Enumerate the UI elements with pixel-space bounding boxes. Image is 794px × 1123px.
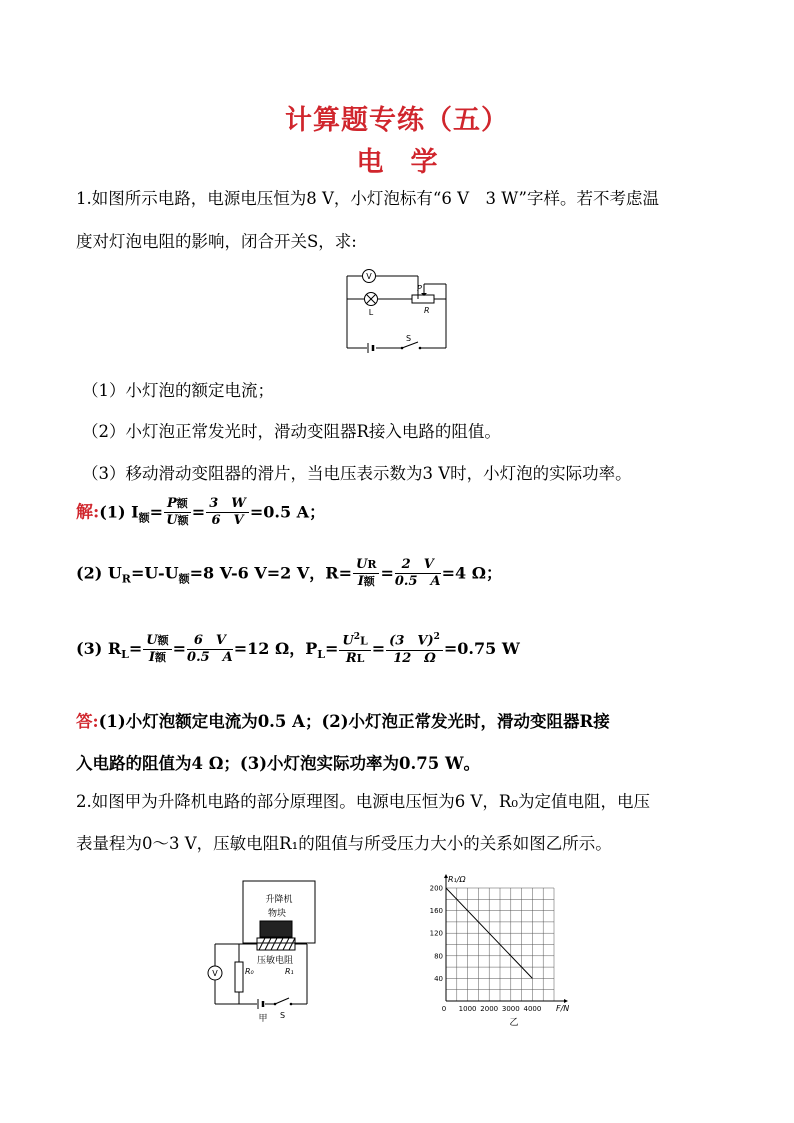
x-tick-label: 2000	[480, 1005, 499, 1013]
s3-fraction-3: $\frac{U^2L}{RL}$	[339, 633, 370, 666]
s3-fraction-2: $\frac{6 V}{0.5 A}$	[187, 632, 233, 665]
circuit1-r-label: R	[424, 306, 430, 315]
s2-prefix: (2) U	[76, 563, 122, 583]
s2-result: =4 Ω；	[441, 563, 502, 583]
s1-fraction-2: $\frac{3 W}{6 V}$	[206, 497, 249, 529]
s1-fraction-1: $\frac{\text{P额}}{\text{U额}}$	[164, 497, 191, 529]
answer-line-2: 入电路的阻值为4 Ω；(3)小灯泡实际功率为0.75 W。	[76, 754, 480, 773]
y-tick-label: 80	[434, 952, 443, 961]
circuit1-v-label: V	[366, 272, 372, 281]
q1-sub1: （1）小灯泡的额定电流；	[82, 381, 274, 400]
solution-line-1: 解:(1) $I_额=$ $\frac{\text{P额}}{\text{U额}}$ = $\frac{3 W}{6 V}$ =0.5 A；	[76, 496, 326, 529]
circuit2-v-label: V	[212, 969, 218, 978]
x-axis-arrow	[564, 999, 568, 1003]
s2-fraction-1: $\frac{UR}{\text{I额}}$	[353, 558, 380, 590]
s2-mid: =U-U	[130, 563, 179, 583]
chart-axes	[444, 874, 568, 1003]
r0-label: R₀	[245, 967, 254, 976]
elevator-label: 升降机	[265, 895, 293, 905]
s3-result: =0.75 W	[443, 638, 520, 658]
circuit2-s-label: S	[280, 1011, 286, 1020]
fig-b-caption: 乙	[509, 1018, 519, 1026]
solution-line-3: (3) $R_L=$ $\frac{\text{U额}}{\text{I额}}$ = $\frac{6 V}{0.5 A}$ =12 Ω，$P_L=$ $\frac{U^2L}{RL}$ = $\frac{(3 V)^2}{12 \Omega}$ =0.75 W	[76, 632, 520, 666]
answer-line-1	[76, 706, 726, 737]
q1-sub3: （3）移动滑动变阻器的滑片，当电压表示数为3 V时，小灯泡的实际功率。	[82, 464, 632, 483]
page-title: 计算题专练（五）	[285, 105, 509, 136]
switch-icon-2	[274, 1003, 277, 1006]
y-tick-label: 160	[429, 907, 443, 916]
x-tick-label: 1000	[458, 1005, 477, 1013]
circuit1-s-label: S	[406, 334, 412, 343]
circuit-diagram-1	[340, 266, 460, 356]
x-tick-label: 4000	[523, 1005, 542, 1013]
s3-fraction-1: $\frac{\text{U额}}{\text{I额}}$	[143, 634, 171, 666]
q2-text-line1: 2.如图甲为升降机电路的部分原理图。电源电压恒为6 V，R₀为定值电阻，电压	[76, 792, 650, 811]
solution-line-2: (2) $U_R=U-U_额=8$ V-6 V=2 V，R= $\frac{UR}{\text{I额}}$ = $\frac{2 V}{0.5 A}$ =4 Ω；	[76, 557, 502, 590]
fig-a-caption: 甲	[258, 1014, 268, 1024]
sensor-label: 压敏电阻	[256, 956, 294, 966]
s3-mid: =12 Ω，P	[233, 638, 318, 658]
s1-equals: =	[149, 502, 164, 522]
s2-calc: =8 V-6 V=2 V，R=	[189, 563, 352, 583]
s1-subscript: 额	[138, 511, 150, 525]
chart-ylabel: R₁/Ω	[448, 875, 466, 884]
answer-label: 答:	[76, 712, 99, 731]
circuit1-p-label: P	[417, 284, 422, 293]
r1-label: R₁	[285, 967, 294, 976]
y-tick-label: 40	[434, 974, 443, 983]
block-label: 物块	[267, 909, 287, 919]
q2-text-line2: 表量程为0～3 V，压敏电阻R₁的阻值与所受压力大小的关系如图乙所示。	[76, 834, 612, 853]
x-tick-label: 3000	[501, 1005, 520, 1013]
page-subtitle: 电 学	[356, 147, 438, 178]
y-tick-label: 200	[429, 884, 443, 893]
q1-text-line1: 1.如图所示电路，电源电压恒为8 V，小灯泡标有“6 V 3 W”字样。若不考虑温	[76, 189, 659, 208]
s1-result: =0.5 A；	[249, 502, 326, 522]
resistance-force-chart	[418, 866, 593, 1026]
q1-sub2: （2）小灯泡正常发光时，滑动变阻器R接入电路的阻值。	[82, 422, 501, 441]
circuit-diagram-2	[205, 876, 325, 1026]
x-tick-label: 0	[441, 1005, 447, 1013]
y-tick-label: 120	[429, 929, 443, 938]
s2-fraction-2: $\frac{2 V}{0.5 A}$	[394, 557, 441, 590]
answer-text-1: (1)小灯泡额定电流为0.5 A；(2)小灯泡正常发光时，滑动变阻器R接	[98, 712, 610, 731]
s1-prefix: (1) I	[99, 502, 139, 522]
s3-fraction-4: $\frac{(3 V)^2}{12 \Omega}$	[386, 633, 443, 666]
chart-xlabel: F/N	[556, 1004, 570, 1013]
switch-icon	[401, 347, 404, 350]
solution-label: 解:	[76, 502, 100, 523]
q1-text-line2: 度对灯泡电阻的影响，闭合开关S，求:	[76, 232, 357, 251]
circuit1-l-label: L	[368, 308, 374, 317]
s3-prefix: (3) R	[76, 638, 122, 658]
